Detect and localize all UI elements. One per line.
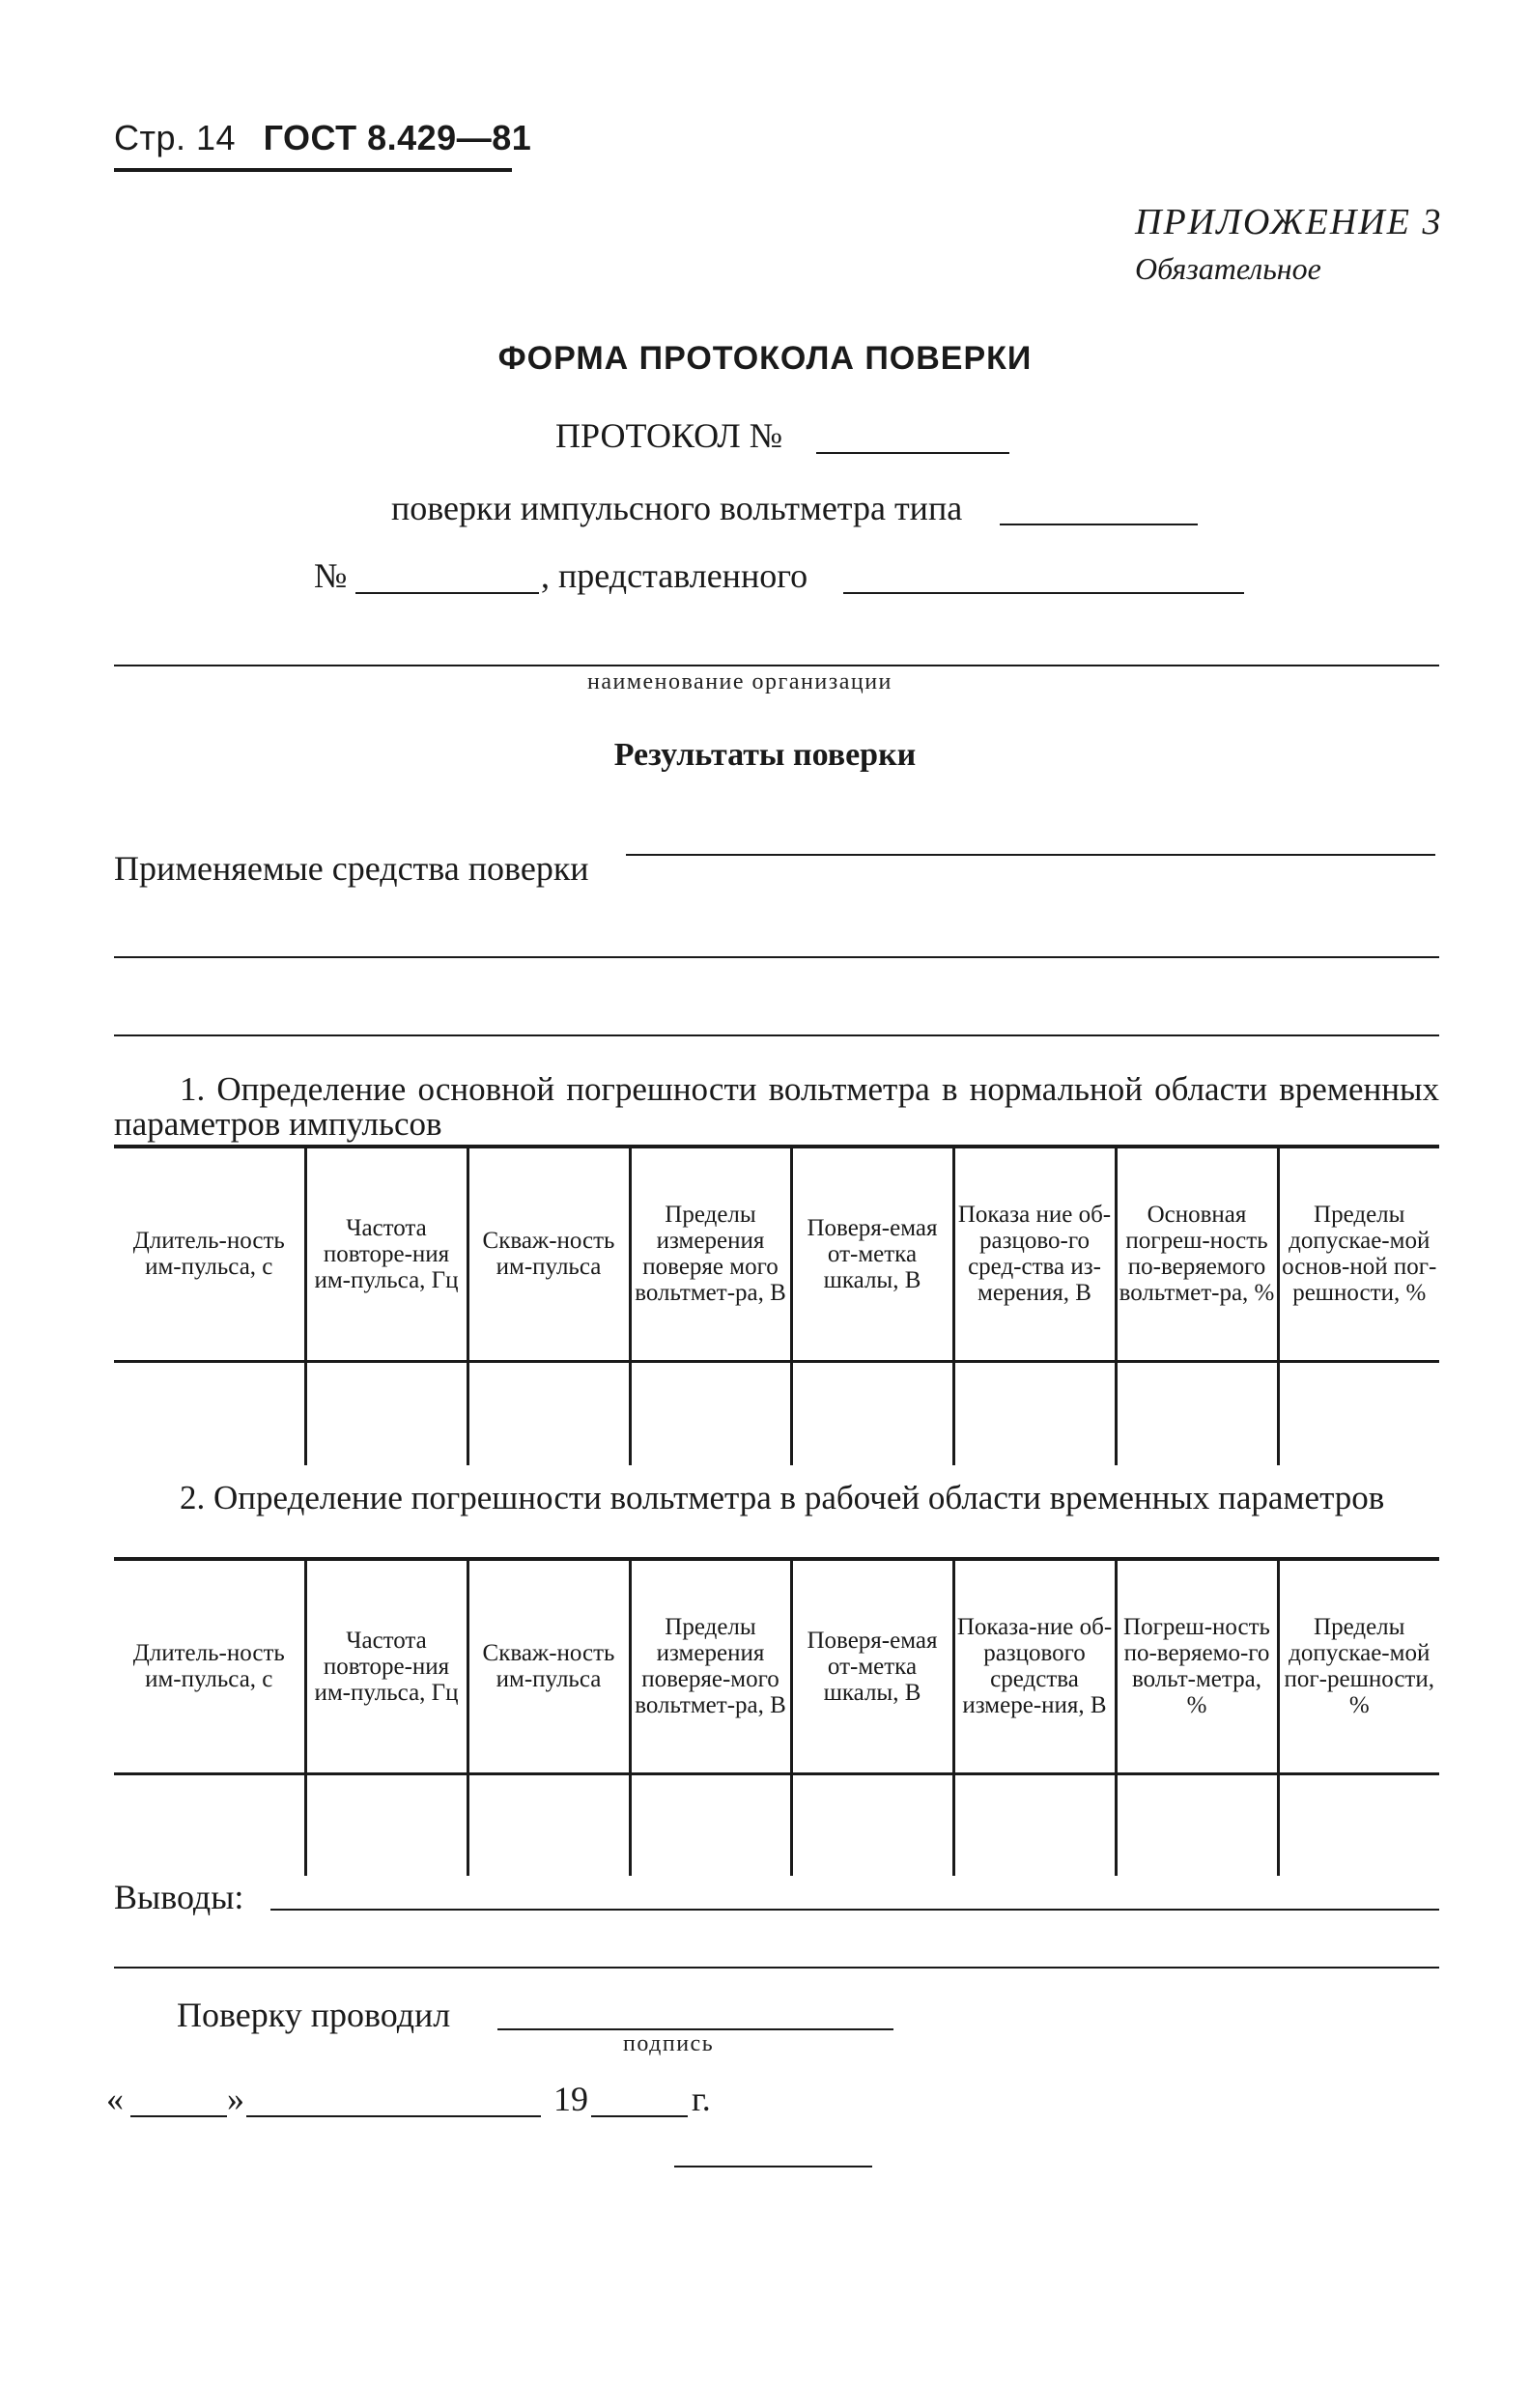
- table2-header-frequency: Частота повторе-ния им-пульса, Гц: [305, 1559, 468, 1773]
- table2-header-range: Пределы измерения поверяе-мого вольтмет-ра, В: [630, 1559, 791, 1773]
- protocol-label: ПРОТОКОЛ №: [555, 416, 783, 455]
- table2-cell[interactable]: [305, 1773, 468, 1876]
- table2-header-limits: Пределы допускае-мой пог-решности, %: [1278, 1559, 1439, 1773]
- protocol-line: [555, 415, 782, 456]
- table1: [114, 1145, 1439, 1465]
- verification-label: поверки импульсного вольтметра типа: [391, 489, 963, 527]
- organization-caption: наименование организации: [587, 669, 892, 694]
- table1-cell[interactable]: [1116, 1361, 1278, 1465]
- verifier-label: Поверку проводил: [177, 1996, 451, 2034]
- signature-line[interactable]: [497, 2028, 893, 2030]
- table2-header-reference: Показа-ние об-разцового средства измере-ния, В: [953, 1559, 1116, 1773]
- header-rule: [114, 168, 512, 172]
- serial-number-blank[interactable]: [355, 592, 539, 594]
- table2-cell[interactable]: [114, 1773, 305, 1876]
- table1-header-limits: Пределы допускае-мой основ-ной пог-решности, %: [1278, 1147, 1439, 1361]
- appendix-block: [1135, 201, 1445, 287]
- appendix-status: Обязательное: [1135, 251, 1321, 286]
- conclusions-line-1[interactable]: [270, 1909, 1439, 1911]
- table1-row[interactable]: [114, 1361, 1439, 1465]
- date-day-blank[interactable]: [130, 2115, 227, 2117]
- date-open-quote: «: [106, 2080, 124, 2118]
- table1-cell[interactable]: [305, 1361, 468, 1465]
- voltmeter-type-blank[interactable]: [1000, 524, 1198, 525]
- page-number: Стр. 14: [114, 118, 237, 157]
- table2-cell[interactable]: [468, 1773, 630, 1876]
- appendix-label: ПРИЛОЖЕНИЕ 3: [1135, 202, 1443, 242]
- table2-header-duration: Длитель-ность им-пульса, с: [132, 1640, 285, 1693]
- table1-header-error: Основная погреш-ность по-веряемого вольтмет-ра, %: [1116, 1147, 1278, 1361]
- presented-by-blank[interactable]: [843, 592, 1244, 594]
- section2-text: 2. Определение погрешности вольтметра в рабочей области временных параметров: [180, 1479, 1385, 1516]
- table2-cell[interactable]: [1278, 1773, 1439, 1876]
- standard-number: ГОСТ 8.429—81: [263, 118, 532, 157]
- table2-cell[interactable]: [1116, 1773, 1278, 1876]
- section2-title: [114, 1481, 1439, 1516]
- means-line-1[interactable]: [626, 854, 1435, 856]
- verification-line: [391, 488, 962, 528]
- table1-header-duration: Длитель-ность им-пульса, с: [132, 1228, 285, 1281]
- number-label: №: [314, 556, 348, 595]
- signature-caption: подпись: [623, 2031, 715, 2056]
- table2: [114, 1557, 1439, 1876]
- table1-cell[interactable]: [953, 1361, 1116, 1465]
- organization-line[interactable]: [114, 665, 1439, 666]
- table1-header-range: Пределы измерения поверяе мого вольтмет-ра, В: [630, 1147, 791, 1361]
- conclusions-label: Выводы:: [114, 1878, 244, 1916]
- page-header: [114, 118, 531, 158]
- results-title: Результаты поверки: [613, 737, 917, 773]
- form-title: ФОРМА ПРОТОКОЛА ПОВЕРКИ: [497, 340, 1033, 377]
- table2-cell[interactable]: [953, 1773, 1116, 1876]
- date-year-blank[interactable]: [591, 2115, 688, 2117]
- means-line-2[interactable]: [114, 956, 1439, 958]
- table2-header-row: [114, 1559, 1439, 1773]
- table1-cell[interactable]: [1278, 1361, 1439, 1465]
- presented-label: , представленного: [541, 556, 808, 595]
- table1-cell[interactable]: [791, 1361, 953, 1465]
- means-label: Применяемые средства поверки: [114, 849, 589, 888]
- table1-header-row: [114, 1147, 1439, 1361]
- protocol-number-blank[interactable]: [816, 452, 1009, 454]
- table1-header-duty: Скваж-ность им-пульса: [468, 1147, 630, 1361]
- conclusions-line-2[interactable]: [114, 1967, 1439, 1969]
- date-month-blank[interactable]: [246, 2115, 541, 2117]
- table2-header-error: Погреш-ность по-веряемо-го вольт-метра, %: [1116, 1559, 1278, 1773]
- date-year-prefix: 19: [553, 2080, 588, 2118]
- table1-cell[interactable]: [630, 1361, 791, 1465]
- table1-header-reference: Показа ние об-разцово-го сред-ства из-мерения, В: [953, 1147, 1116, 1361]
- table1-cell[interactable]: [114, 1361, 305, 1465]
- table2-row[interactable]: [114, 1773, 1439, 1876]
- means-line-3[interactable]: [114, 1034, 1439, 1036]
- date-close-quote: »: [227, 2080, 244, 2118]
- table2-cell[interactable]: [630, 1773, 791, 1876]
- section1-text: 1. Определение основной погрешности вольтметра в нормальной области временных параметров импульсов: [114, 1070, 1439, 1143]
- table1-header-mark: Поверя-емая от-метка шкалы, В: [791, 1147, 953, 1361]
- table1-header-frequency: Частота повторе-ния им-пульса, Гц: [305, 1147, 468, 1361]
- date-year-suffix: г.: [692, 2080, 711, 2118]
- table2-header-duty: Скваж-ность им-пульса: [468, 1559, 630, 1773]
- table2-header-mark: Поверя-емая от-метка шкалы, В: [791, 1559, 953, 1773]
- table2-cell[interactable]: [791, 1773, 953, 1876]
- end-separator: [674, 2166, 872, 2167]
- table1-cell[interactable]: [468, 1361, 630, 1465]
- section1-title: [114, 1072, 1439, 1142]
